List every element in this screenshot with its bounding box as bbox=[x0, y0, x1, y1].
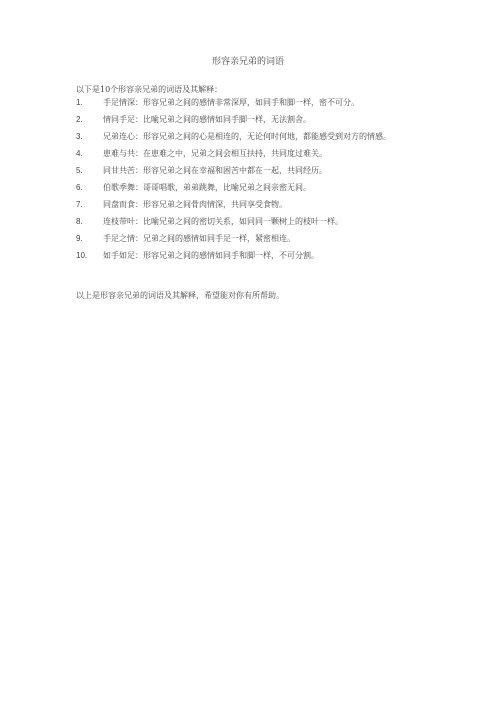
document-title: 形容亲兄弟的词语 bbox=[211, 57, 284, 67]
list-item-text: 伯歌季舞：哥哥唱歌，弟弟跳舞，比喻兄弟之间亲密无间。 bbox=[103, 183, 311, 192]
list-item bbox=[76, 182, 426, 193]
list-item-text: 患难与共：在患难之中，兄弟之间会相互扶持，共同度过难关。 bbox=[103, 149, 327, 158]
list-item bbox=[76, 148, 426, 159]
list-item bbox=[76, 165, 426, 176]
list-item-number: 6. bbox=[76, 183, 83, 192]
list-item bbox=[76, 114, 426, 125]
list-item bbox=[76, 97, 426, 108]
list-item-text: 同甘共苦：形容兄弟之间在幸福和困苦中都在一起，共同经历。 bbox=[103, 166, 327, 175]
list-item-number: 10. bbox=[76, 251, 88, 260]
list-item-text: 手足之情：兄弟之间的感情如同手足一样，紧密相连。 bbox=[103, 234, 295, 243]
word-list bbox=[76, 97, 426, 267]
closing-paragraph: 以上是形容亲兄弟的词语及其解释，希望能对你有所帮助。 bbox=[76, 291, 284, 300]
list-item-number: 2. bbox=[76, 115, 83, 124]
list-item-number: 3. bbox=[76, 132, 83, 141]
list-item-text: 情同手足：比喻兄弟之间的感情如同手脚一样，无法割舍。 bbox=[103, 115, 311, 124]
list-item bbox=[76, 131, 426, 142]
list-item-number: 5. bbox=[76, 166, 83, 175]
list-item-text: 手足情深：形容兄弟之间的感情非常深厚，如同手和脚一样，密不可分。 bbox=[103, 98, 359, 107]
list-item-text: 连枝带叶：比喻兄弟之间的密切关系，如同同一颗树上的枝叶一样。 bbox=[103, 217, 343, 226]
list-item bbox=[76, 250, 426, 261]
list-item-text: 同盘而食：形容兄弟之间骨肉情深，共同享受食物。 bbox=[103, 200, 287, 209]
list-item-number: 1. bbox=[76, 98, 83, 107]
list-item bbox=[76, 233, 426, 244]
list-item bbox=[76, 216, 426, 227]
list-item-number: 4. bbox=[76, 149, 83, 158]
list-item-text: 兄弟连心：形容兄弟之间的心是相连的，无论何时何地，都能感受到对方的情感。 bbox=[103, 132, 391, 141]
list-item-number: 7. bbox=[76, 200, 83, 209]
list-item-text: 如手如足：形容兄弟之间的感情如同手和脚一样，不可分割。 bbox=[103, 251, 319, 260]
list-item-number: 9. bbox=[76, 234, 83, 243]
intro-paragraph: 以下是10个形容亲兄弟的词语及其解释： bbox=[76, 85, 223, 94]
list-item-number: 8. bbox=[76, 217, 83, 226]
list-item bbox=[76, 199, 426, 210]
